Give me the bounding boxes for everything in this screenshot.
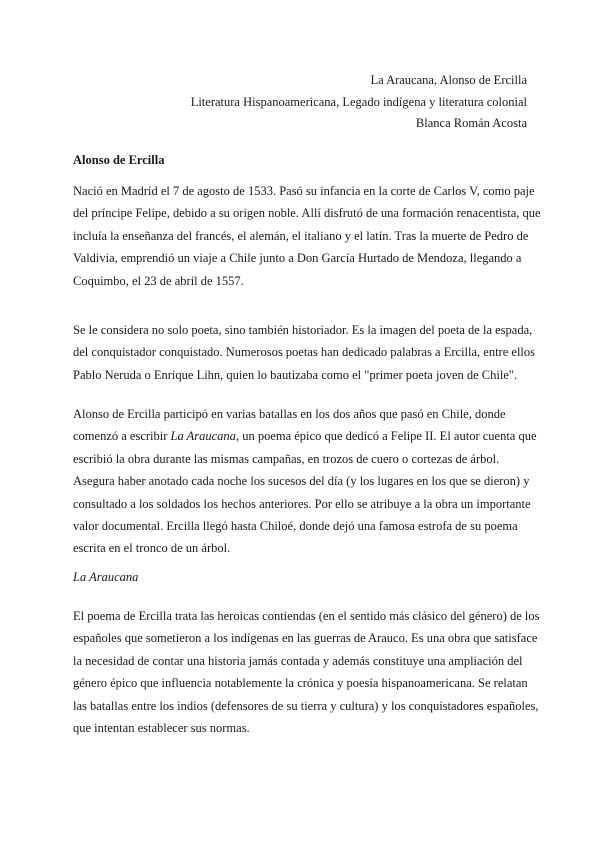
paragraph-line: españoles que sometieron a los indígenas en las guerras de Arauco. Es una obra que satisface (73, 631, 538, 646)
paragraph-line: Valdivia, emprendió un viaje a Chile junto a Don García Hurtado de Mendoza, llegando a (73, 251, 522, 266)
paragraph-line: del príncipe Felipe, debido a su origen noble. Allí disfrutó de una formación renacentista, que (73, 206, 541, 221)
work-title-italic: La Araucana (170, 429, 236, 444)
paragraph-line: valor documental. Ercilla llegó hasta Chiloé, donde dejó una famosa estrofa de su poema (73, 519, 518, 534)
header-course: Literatura Hispanoamericana, Legado indígena y literatura colonial (190, 94, 527, 109)
text-run: comenzó a escribir (73, 429, 171, 444)
paragraph-line: consultado a los soldados los hechos anteriores. Por ello se atribuye a la obra un importante (73, 496, 531, 511)
paragraph-line: Coquimbo, el 23 de abril de 1557. (73, 273, 244, 288)
paragraph-line: incluía la enseñanza del francés, el alemán, el italiano y el latín. Tras la muerte de Pedro de (73, 228, 529, 243)
section-title: Alonso de Ercilla (73, 153, 165, 167)
text-run: , un poema épico que dedicó a Felipe II. El autor cuenta que (235, 429, 537, 444)
paragraph-line: Se le considera no solo poeta, sino también historiador. Es la imagen del poeta de la espada, (73, 323, 533, 337)
header-title: La Araucana, Alonso de Ercilla (370, 73, 527, 87)
paragraph-biography (73, 180, 541, 292)
subsection-title: La Araucana (73, 570, 139, 584)
paragraph-line: Alonso de Ercilla participó en varias batallas en los dos años que pasó en Chile, donde (73, 407, 506, 421)
paragraph-line: la necesidad de contar una historia jamás contada y además constituye una ampliación del (73, 653, 523, 668)
paragraph-line: escrita en el tronco de un árbol. (73, 541, 231, 556)
paragraph-line: Nació en Madrid el 7 de agosto de 1533. Pasó su infancia en la corte de Carlos V, como paje (73, 184, 535, 198)
paragraph-line: Asegura haber anotado cada noche los sucesos del día (y los lugares en los que se dieron) y (73, 474, 530, 489)
document-header (67, 70, 527, 135)
paragraph-line: El poema de Ercilla trata las heroicas contiendas (en el sentido más clásico del género) de los (73, 609, 540, 623)
paragraph-poet-historian (73, 319, 536, 386)
paragraph-line: escribió la obra durante las mismas campañas, en trozos de cuero o cortezas de árbol. (73, 451, 500, 466)
paragraph-line: del conquistador conquistado. Numerosos poetas han dedicado palabras a Ercilla, entre ellos (73, 345, 536, 360)
paragraph-line: género épico que influencia notablemente la crónica y poesía hispanoamericana. Se relatan (73, 676, 528, 691)
paragraph-battles (73, 403, 537, 560)
paragraph-line: las batallas entre los indios (defensores de su tierra y cultura) y los conquistadores españoles, (73, 698, 539, 713)
paragraph-line: Pablo Neruda o Enrique Lihn, quien lo bautizaba como el "primer poeta joven de Chile". (73, 367, 518, 382)
paragraph-line (73, 425, 537, 447)
header-author: Blanca Román Acosta (415, 116, 527, 130)
paragraph-poem-summary (73, 605, 540, 739)
paragraph-line: que intentan establecer sus normas. (73, 721, 250, 736)
